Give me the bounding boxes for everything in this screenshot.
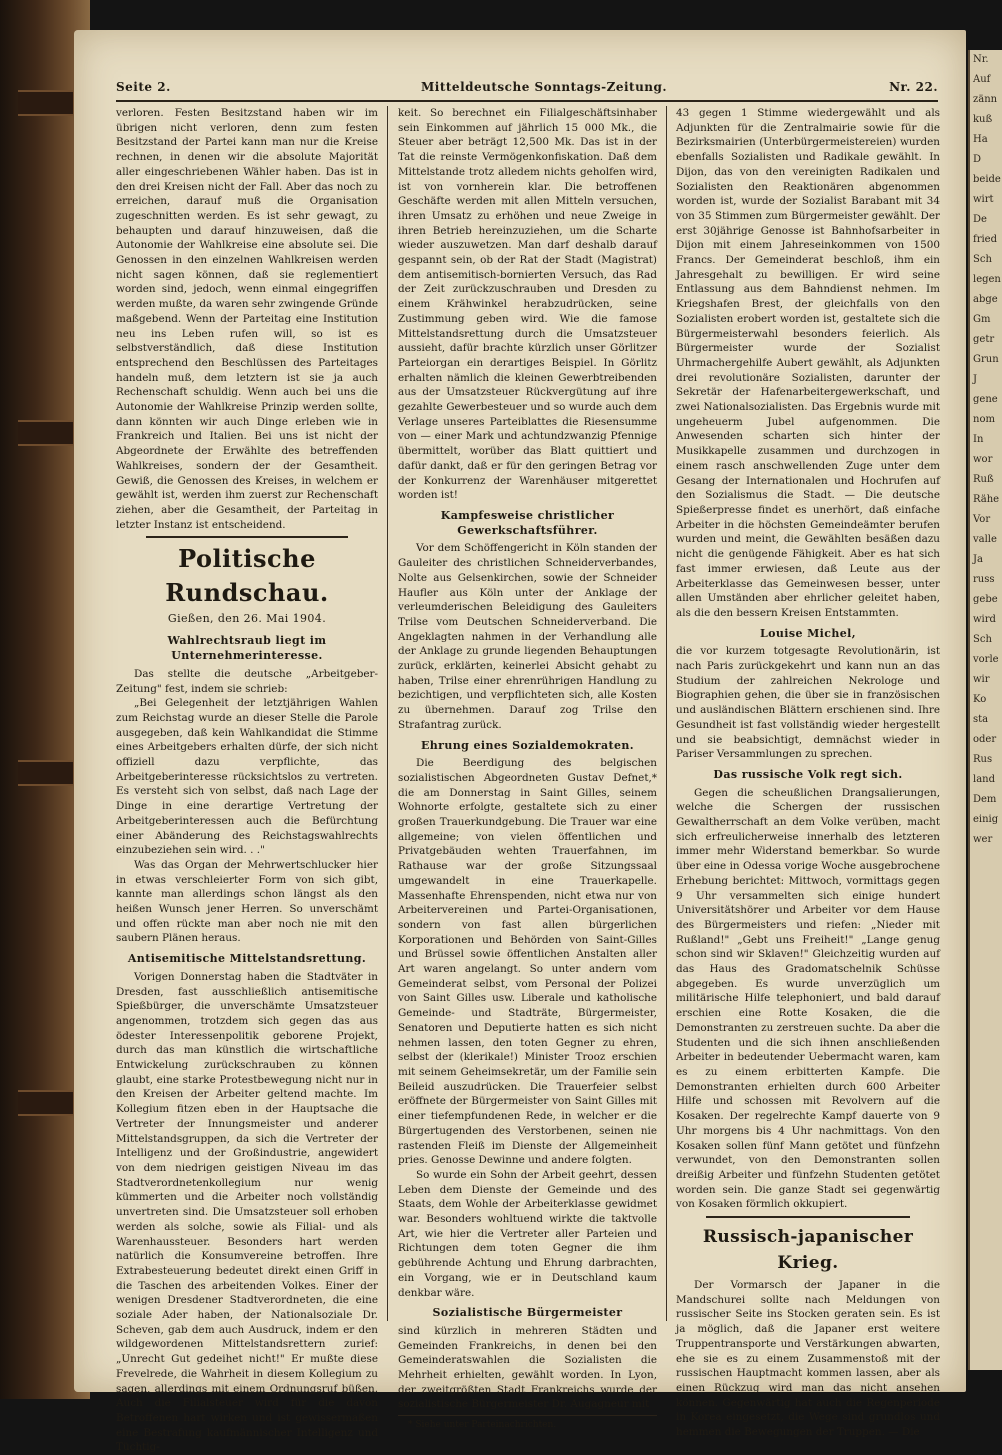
adjacent-page-fragment: Dem <box>973 794 997 805</box>
adjacent-page-fragment: beide <box>973 174 1001 185</box>
adjacent-page-fragment: Nr. <box>973 54 989 65</box>
adjacent-page-fragment: gene <box>973 394 998 405</box>
adjacent-page-fragment: getr <box>973 334 995 345</box>
column-rule <box>666 106 667 1321</box>
adjacent-page-fragment: einig <box>973 814 999 825</box>
article-heading: Louise Michel, <box>760 626 856 640</box>
article-continuation: verloren. Festen Besitzstand haben wir im übrigen nicht verloren, denn zum festen Besitzstand der Partei kann man nur die Kreise rechnen, in denen wir die absolute Majorität aller eingeschriebenen Wähler haben. Das ist in den drei Kreisen nicht der Fall. Aber das noch zu erreichen, darauf muß die Organisation zugeschnitten werden. Es ist sehr gewagt, zu behaupten und darauf hinzuweisen, daß die Autonomie der Wahlkreise eine absolute sei. Die Genossen in den einzelnen Wahlkreisen werden nicht sagen können, daß sie reglementiert worden sind, jedoch, wenn einmal eingegriffen werden mußte, da waren sehr zwingende Gründe maßgebend. Wenn der Parteitag eine Institution neu ins Leben rufen will, so ist es selbstverständlich, daß diese Institution entsprechend den Beschlüssen des Parteitages handeln muß, dem letztern ist sie ja auch Rechenschaft schuldig. Wenn auch bei uns die Autonomie der Wahlkreise Prinzip werden sollte, dann könnten wir auch Dinge erleben wie in Frankreich und Italien. Bei uns ist nicht der Abgeordnete der Erwählte des betreffenden Wahlkreises, sondern der der Gesamtheit. Gewiß, die Genossen des Kreises, in welchem er gewählt ist, werden ihm zuerst zur Rechenschaft ziehen, aber die Gesamtheit, der Parteitag in letzter Instanz ist entscheidend. <box>116 107 378 531</box>
adjacent-page-fragment: Vor <box>973 514 991 525</box>
adjacent-page-fragment: sta <box>973 714 989 725</box>
adjacent-page-fragment: vorle <box>973 654 999 665</box>
adjacent-page-fragment: J <box>973 374 978 385</box>
adjacent-page-fragment: russ <box>973 574 995 585</box>
footnote-rule <box>398 1415 657 1416</box>
article-heading: Antisemitische Mittelstandsrettung. <box>127 952 367 966</box>
article-paragraph: Der Vormarsch der Japaner in die Mandschurei sollte nach Meldungen von russischer Seite ins Stocken geraten sein. Es ist ja möglich, daß die Japaner erst weitere Truppentransporte und Verstärkungen abwarten, ehe sie es zu einem Zusammenstoß mit der russischen Hauptmacht kommen lassen, aber als einen Rückzug wird man das nicht ansehen können. Gegenwärtig hat auch die Regenperiode in Korea eingesetzt, die Wege sind grundlos und hemmen die Bewegungen der Truppen. — Die <box>676 1279 940 1439</box>
adjacent-page-fragment: wer <box>973 834 993 845</box>
dateline: Gießen, den 26. Mai 1904. <box>167 612 327 626</box>
adjacent-page-fragment: De <box>973 214 987 225</box>
adjacent-page-fragment: nom <box>973 414 995 425</box>
adjacent-page-fragment: Ruß <box>973 474 994 485</box>
adjacent-page-fragment: Ja <box>973 554 983 565</box>
adjacent-page-fragment: Sch <box>973 254 992 265</box>
article-heading: Kampfesweise christlicher Gewerkschaftsführer. <box>440 508 615 537</box>
issue-number: Nr. 22. <box>889 80 938 94</box>
newspaper-title: Mitteldeutsche Sonntags-Zeitung. <box>421 80 668 94</box>
adjacent-page-fragment: legen <box>973 274 1001 285</box>
adjacent-page-fragment: In <box>973 434 984 445</box>
adjacent-page-fragment: Gm <box>973 314 991 325</box>
article-paragraph: Das stellte die deutsche „Arbeitgeber-Zeitung" fest, indem sie schrieb: <box>116 667 378 695</box>
adjacent-page-fragment: gebe <box>973 594 998 605</box>
adjacent-page-fragment: land <box>973 774 996 785</box>
article-heading: Wahlrechtsraub liegt im Unternehmerinteresse. <box>167 634 327 663</box>
adjacent-page-fragment: wird <box>973 614 996 625</box>
adjacent-page-fragment: Grun <box>973 354 999 365</box>
column-3 <box>676 106 940 1439</box>
adjacent-page-fragment: kuß <box>973 114 993 125</box>
article-heading: Sozialistische Bürgermeister <box>432 1306 623 1320</box>
column-rule <box>387 106 388 1321</box>
footnote: * Siehe unter Parteinachrichten. <box>408 1420 557 1431</box>
article-paragraph: Vor dem Schöffengericht in Köln standen der Gauleiter des christlichen Schneiderverbandes, Nolte aus Gelsenkirchen, sowie der Schneider Haufler aus Köln unter der Anklage der verleumderischen Beleidigung des Gauleiters Trilse vom Deutschen Schneiderverband. Die Angeklagten nahmen in der Verhandlung alle der Anklage zu grunde liegenden Behauptungen zurück, erklärten, keinerlei Absicht gehabt zu haben, Trilse einer ehrenrührigen Handlung zu bezichtigen, und verpflichteten sich, alle Kosten zu übernehmen. Darauf zog Trilse den Strafantrag zurück. <box>398 542 657 731</box>
article-heading: Ehrung eines Sozialdemokraten. <box>420 738 635 752</box>
article-paragraph: Die Beerdigung des belgischen sozialistischen Abgeordneten Gustav Defnet,* die am Donnerstag in Saint Gilles, seinem Wohnorte erfolgte, gestaltete sich zu einer großen Trauerkundgebung. Die Trauer war eine allgemeine; von vielen öffentlichen und Privatgebäuden wehten Trauerfahnen, im Rathause war der große Sitzungssaal umgewandelt in eine Trauerkapelle. Massenhafte Ehrenspenden, nicht etwa nur von Arbeitervereinen und Partei-Organisationen, sondern von fast allen bürgerlichen Korporationen und Behörden von Saint-Gilles und Brüssel sowie öffentlichen Anstalten aller Art waren angelangt. So unter andern vom Gemeinderat selbst, vom Personal der Polizei von Saint Gilles usw. Liberale und katholische Gemeinde- und Stadträte, Bürgermeister, Senatoren und Deputierte hatten es sich nicht nehmen lassen, den toten Gegner zu ehren, selbst der (klerikale!) Minister Trooz erschien mit seinem Geheimsekretär, um der Familie sein Beileid auszudrücken. Die Trauerfeier selbst eröffnete der Bürgermeister von Saint Gilles mit einer tiefempfundenen Rede, in welcher er die Bürgertugenden des Verstorbenen, seinen nie rastenden Fleiß im Dienste der Allgemeinheit pries. Genosse Dewinne und andere folgten. <box>398 757 657 1167</box>
adjacent-page-fragment: abge <box>973 294 998 305</box>
article-paragraph: Gegen die scheußlichen Drangsalierungen, welche die Schergen der russischen Gewaltherrschaft an dem Volke verüben, macht sich erfreulicherweise innerhalb des letzteren immer mehr Widerstand bemerkbar. So wurde über eine in Odessa vorige Woche ausgebrochene Erhebung berichtet: Mittwoch, vormittags gegen 9 Uhr versammelten sich einige hundert Universitätshörer und Arbeiter vor dem Hause des Bürgermeisters und riefen: „Nieder mit Rußland!" „Gebt uns Freiheit!" „Lange genug schon sind wir Sklaven!" Gleichzeitig wurden auf das Haus des Gradomatschelnik Schüsse abgegeben. Es wurde unverzüglich um militärische Hilfe telephoniert, und bald darauf erschien eine Rotte Kosaken, die die Demonstranten zu zerstreuen suchte. Da aber die Studenten und die sich ihnen anschließenden Arbeiter in bedeutender Uebermacht waren, kam es zu einem erbitterten Kampfe. Die Demonstranten erhielten durch 600 Arbeiter Hilfe und schossen mit Revolvern auf die Kosaken. Der regelrechte Kampf dauerte von 9 Uhr morgens bis 4 Uhr nachmittags. Von den Kosaken sollen fünf Mann getötet und fünfzehn verwundet, von den Demonstranten sollen dreißig Arbeiter und fünfzehn Studenten getötet worden sein. Die ganze Stadt sei gegenwärtig von Kosaken förmlich okkupiert. <box>676 786 940 1211</box>
page-number: Seite 2. <box>116 80 171 94</box>
article-paragraph: Vorigen Donnerstag haben die Stadtväter in Dresden, fast ausschließlich antisemitische Spießbürger, die unverschämte Umsatzsteuer angenommen, trotzdem sich gegen das aus ödester Interessenpolitik geborene Projekt, durch das man künstlich die wirtschaftliche Entwickelung zurückschrauben zu können glaubt, eine starke Protestbewegung nicht nur in den Kreisen der Arbeiter geltend machte. Im Kollegium fitzen eben in der Hauptsache die Vertreter der Innungsmeister und anderer Mittelstandsgruppen, da sich die Vertreter der Intelligenz und der Großindustrie, angewidert von dem niedrigen geistigen Niveau im das Stadtverordnetenkollegium nur wenig kümmerten und die Arbeiter noch vollständig unvertreten sind. Die Umsatzsteuer soll erhoben werden als solche, sowie als Filial- und als Warenhaussteuer. Besonders hart werden natürlich die Konsumvereine betroffen. Ihre Extrabesteuerung bedeutet direkt einen Griff in die Taschen des arbeitenden Volkes. Einer der wenigen Dresdener Stadtverordneten, die eine soziale Ader haben, der Nationalsoziale Dr. Scheven, gab dem auch Ausdruck, indem er den wildgewordenen Mittelstandsrettern zurief: „Unrecht Gut gedeihet nicht!" Er mußte diese Frevelrede, die Wahrheit in diesem Kollegium zu sagen, allerdings mit einem Ordnungsruf büßen. Auch die Filialsteuer wird für die davon Betroffenen hart wirken und ist gewissermaßen eine Bestrafung kaufmännischer Intelligenz und Tüchtig- <box>116 970 378 1454</box>
page-header <box>116 80 938 100</box>
adjacent-page-fragment: D <box>973 154 982 165</box>
adjacent-page-fragment: Ha <box>973 134 988 145</box>
article-quote: „Bei Gelegenheit der letztjährigen Wahlen zum Reichstag wurde an dieser Stelle die Parole ausgegeben, daß kein Wahlkandidat die Stimme eines Arbeitgebers erhalten dürfe, der sich nicht offiziell dazu verpflichte, das Arbeitgeberinteresse rücksichtslos zu vertreten. Es versteht sich von selbst, daß nach Lage der Dinge in eine derartige Vertretung der Arbeitgeberinteressen auch die Befürchtung einer Abänderung des Reichstagswahlrechts einzubeziehen sein wird. . ." <box>116 697 378 857</box>
section-divider <box>146 536 348 538</box>
adjacent-page-fragment: wir <box>973 674 990 685</box>
adjacent-page-fragment: Auf <box>973 74 991 85</box>
adjacent-page-fragment: Rähe <box>973 494 1000 505</box>
adjacent-page-fragment: fried <box>973 234 997 245</box>
adjacent-page-fragment: valle <box>973 534 997 545</box>
adjacent-page-fragment: Ko <box>973 694 987 705</box>
header-rule <box>116 100 938 102</box>
section-title: Politische Rundschau. <box>165 544 329 608</box>
article-paragraph: 43 gegen 1 Stimme wiedergewählt und als Adjunkten für die Zentralmairie sowie für die Bezirksmairien (Unterbürgermeistereien) wurden ebenfalls Sozialisten und Radikale gewählt. In Dijon, das von den vereinigten Radikalen und Sozialisten den Reaktionären abgenommen worden ist, wurde der Sozialist Barabant mit 34 von 35 Stimmen zum Bürgermeister gewählt. Der erst 30jährige Genosse ist Bahnhofsarbeiter in Dijon mit einem Jahreseinkommen von 1500 Francs. Der Gemeinderat beschloß, ihm ein Jahresgehalt zu bewilligen. Er wird seine Entlassung aus dem Bahndienst nehmen. Im Kriegshafen Brest, der gleichfalls von den Sozialisten erobert worden ist, gestaltete sich die Bürgermeisterwahl besonders feierlich. Als Bürgermeister wurde der Sozialist Uhrmachergehilfe Aubert gewählt, als Adjunkten drei revolutionäre Sozialisten, darunter der Sekretär der Hafenarbeitergewerkschaft, und zwei Nationalsozialisten. Das Ergebnis wurde mit ungeheuerm Jubel aufgenommen. Die Anwesenden scharten sich hinter der Musikkapelle zusammen und durchzogen in einem rasch anschwellenden Zuge unter dem Gesang der Internationalen und Hochrufen auf den Sozialismus die Stadt. — Die deutsche Spießerpresse findet es unerhört, daß einfache Arbeiter in die höchsten Gemeindeämter berufen wurden und meint, die Gewählten besäßen dazu nicht die genügende Fähigkeit. Aber es hat sich fast immer erwiesen, daß Leute aus der Arbeiterklasse das Gemeinwesen besser, unter allen Umständen aber ehrlicher geleitet haben, als die den bessern Kreisen Entstammten. <box>676 107 940 619</box>
adjacent-page-fragment: wor <box>973 454 993 465</box>
article-paragraph: keit. So berechnet ein Filialgeschäftsinhaber sein Einkommen auf jährlich 15 000 Mk., die Steuer aber beträgt 12,500 Mk. Das ist in der Tat die reinste Vermögenkonfiskation. Daß dem Mittelstande trotz alledem nichts geholfen wird, ist von vornherein klar. Die betroffenen Geschäfte werden mit allen Mitteln versuchen, ihren Umsatz zu erhöhen und neue Zweige in ihren Betrieb hereinzuziehen, um die Scharte wieder auszuwetzen. Man darf deshalb darauf gespannt sein, ob der Rat der Stadt (Magistrat) dem antisemitisch-bornierten Versuch, das Rad der Zeit zurückzuschrauben und Dresden zu einem Krähwinkel herabzudrücken, seine Zustimmung geben wird. Wie die famose Mittelstandsrettung durch die Umsatzsteuer aussieht, dafür brachte kürzlich unser Görlitzer Parteiorgan ein derartiges Beispiel. In Görlitz erhalten nämlich die kleinen Gewerbtreibenden aus der Umsatzsteuer Rückvergütung auf ihre gezahlte Gewerbesteuer und so wurde auch dem Verlage unseres Parteiblattes die Riesensumme von — einer Mark und achtundzwanzig Pfennige übermittelt, worüber das Blatt quittiert und dafür dankt, daß er für den geringen Betrag vor der Konkurrenz der Warenhäuser mitgerettet worden ist! <box>398 107 657 502</box>
adjacent-page-edge <box>968 50 1002 1370</box>
article-paragraph: die vor kurzem totgesagte Revolutionärin, ist nach Paris zurückgekehrt und kann nun an das Studium der zahlreichen Nekrologe und Biographien gehen, die über sie in französischen und ausländischen Blättern erschienen sind. Ihre Gesundheit ist fast vollständig wieder hergestellt und sie beabsichtigt, demnächst wieder in Pariser Versammlungen zu sprechen. <box>676 645 940 761</box>
newspaper-page <box>74 30 966 1454</box>
adjacent-page-fragment: Rus <box>973 754 993 765</box>
column-2 <box>398 106 657 1431</box>
adjacent-page-fragment: zänn <box>973 94 998 105</box>
section-title: Russisch-japanischer Krieg. <box>702 1227 914 1274</box>
adjacent-page-fragment: Sch <box>973 634 992 645</box>
adjacent-page-fragment: oder <box>973 734 997 745</box>
section-divider <box>706 1216 910 1218</box>
adjacent-page-fragment: wirt <box>973 194 994 205</box>
article-paragraph: So wurde ein Sohn der Arbeit geehrt, dessen Leben dem Dienste der Gemeinde und des Staats, dem Wohle der Arbeiterklasse gewidmet war. Besonders wohltuend wirkte die taktvolle Art, wie hier die Vertreter aller Parteien und Richtungen dem toten Gegner die ihm gebührende Achtung und Ehrung darbrachten, ein Vorgang, wie er in Deutschland kaum denkbar wäre. <box>398 1168 657 1299</box>
article-paragraph: Was das Organ der Mehrwertschlucker hier in etwas verschleierter Form von sich gibt, kannte man allerdings schon längst als den heißen Wunsch jener Herren. So unverschämt und offen rückte man aber noch nie mit den saubern Plänen heraus. <box>116 858 378 945</box>
column-1 <box>116 106 378 1454</box>
article-heading: Das russische Volk regt sich. <box>713 767 903 781</box>
article-paragraph: sind kürzlich in mehreren Städten und Gemeinden Frankreichs, in denen bei den Gemeinderatswahlen die Sozialisten die Mehrheit erhielten, gewählt worden. In Lyon, der zweitgrößten Stadt Frankreichs wurde der sozialistische Bürgermeister Dr. Augagneur mit <box>398 1324 657 1411</box>
